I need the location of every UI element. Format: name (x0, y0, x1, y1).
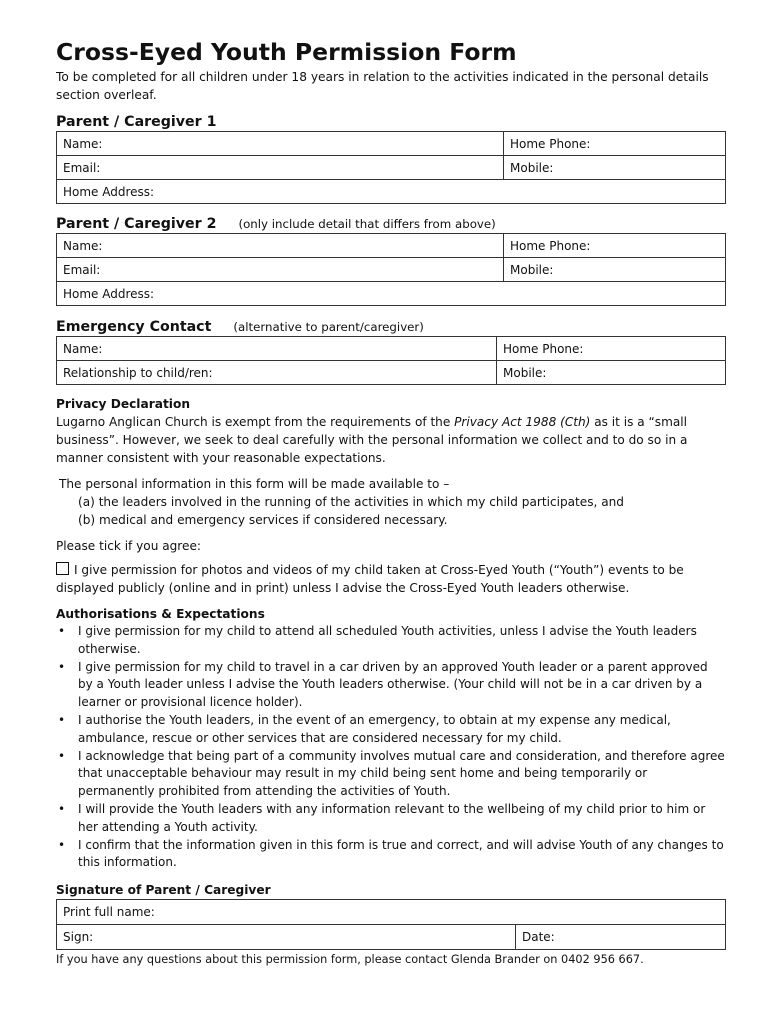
privacy-available-intro: The personal information in this form will be made available to – (59, 477, 450, 491)
bullet-icon: • (58, 659, 66, 674)
photo-consent-checkbox[interactable] (56, 562, 69, 575)
parent1-home-phone-field[interactable]: Home Phone: (504, 132, 726, 156)
emergency-mobile-field[interactable]: Mobile: (497, 361, 726, 385)
bullet-icon: • (58, 712, 66, 727)
emergency-note: (alternative to parent/caregiver) (233, 320, 424, 334)
print-name-field[interactable]: Print full name: (57, 900, 726, 925)
list-item-text: I give permission for my child to attend all scheduled Youth activities, unless I advise the Youth leaders otherwise. (78, 624, 697, 656)
parent1-table (56, 131, 726, 204)
privacy-text-after: as it is a “small business”. However, we seek to deal carefully with the personal information we collect and to do so in a manner consistent with your reasonable expectations. (56, 415, 688, 465)
privacy-item-a: (a) the leaders involved in the running of the activities in which my child participates, and (78, 495, 624, 509)
privacy-heading: Privacy Declaration (56, 397, 190, 411)
list-item (56, 712, 726, 748)
emergency-home-phone-field[interactable]: Home Phone: (497, 337, 726, 361)
footer-contact: If you have any questions about this permission form, please contact Glenda Brander on 0402 956 667. (56, 953, 644, 967)
list-item (56, 801, 726, 837)
authorisations-heading: Authorisations & Expectations (56, 607, 265, 621)
photo-consent (56, 561, 726, 597)
parent1-email-field[interactable]: Email: (57, 156, 504, 180)
list-item-text: I confirm that the information given in this form is true and correct, and will advise Youth of any changes to this information. (78, 837, 724, 870)
date-field[interactable]: Date: (516, 925, 726, 950)
list-item (56, 837, 726, 873)
parent2-mobile-field[interactable]: Mobile: (504, 258, 726, 282)
list-item-text: I give permission for my child to travel in a car driven by an approved Youth leader or a parent approved by a Youth leader unless I advise the Youth leaders otherwise. (Your child will not be in a car driven by a learner or provisional licence holder). (78, 659, 708, 710)
list-item (56, 623, 726, 659)
emergency-table (56, 336, 726, 385)
emergency-heading (56, 318, 726, 336)
tick-prompt: Please tick if you agree: (56, 539, 201, 553)
permission-form (56, 36, 726, 967)
sign-field[interactable]: Sign: (57, 925, 516, 950)
parent2-name-field[interactable]: Name: (57, 234, 504, 258)
parent2-email-field[interactable]: Email: (57, 258, 504, 282)
parent2-table (56, 233, 726, 306)
list-item (56, 659, 726, 712)
page-title: Cross-Eyed Youth Permission Form (56, 38, 517, 66)
bullet-icon: • (58, 624, 66, 638)
signature-heading: Signature of Parent / Caregiver (56, 883, 271, 898)
authorisations-list (56, 623, 726, 872)
parent2-note: (only include detail that differs from above) (238, 217, 496, 231)
photo-consent-text: I give permission for photos and videos of my child taken at Cross-Eyed Youth (“Youth”) events to be displayed publicly (online and in print) unless I advise the Cross-Eyed Youth leaders otherwise. (56, 563, 684, 595)
privacy-act-name: Privacy Act 1988 (Cth) (454, 415, 591, 429)
bullet-icon: • (58, 748, 66, 763)
parent1-name-field[interactable]: Name: (57, 132, 504, 156)
bullet-icon: • (58, 837, 66, 852)
intro-text: To be completed for all children under 18 years in relation to the activities indicated in the personal details section overleaf. (56, 70, 709, 102)
parent2-address-field[interactable]: Home Address: (57, 282, 726, 306)
emergency-name-field[interactable]: Name: (57, 337, 497, 361)
parent2-heading-text: Parent / Caregiver 2 (56, 216, 217, 232)
privacy-text (56, 413, 726, 467)
emergency-heading-text: Emergency Contact (56, 319, 212, 335)
parent1-mobile-field[interactable]: Mobile: (504, 156, 726, 180)
list-item-text: I will provide the Youth leaders with any information relevant to the wellbeing of my child prior to him or her attending a Youth activity. (78, 801, 706, 834)
bullet-icon: • (58, 801, 66, 816)
signature-table (56, 899, 726, 950)
parent2-heading (56, 215, 726, 233)
parent2-home-phone-field[interactable]: Home Phone: (504, 234, 726, 258)
privacy-text-before: Lugarno Anglican Church is exempt from the requirements of the (56, 415, 455, 429)
privacy-item-b: (b) medical and emergency services if considered necessary. (78, 513, 448, 527)
list-item-text: I acknowledge that being part of a community involves mutual care and consideration, and therefore agree that unacceptable behaviour may result in my child being sent home and being temporarily or permanently prohibited from attending the activities of Youth. (78, 748, 725, 799)
parent1-address-field[interactable]: Home Address: (57, 180, 726, 204)
parent1-heading-text: Parent / Caregiver 1 (56, 114, 217, 130)
parent1-heading (56, 113, 726, 131)
list-item-text: I authorise the Youth leaders, in the event of an emergency, to obtain at my expense any medical, ambulance, rescue or other services that are considered necessary for my child. (78, 712, 671, 745)
emergency-relationship-field[interactable]: Relationship to child/ren: (57, 361, 497, 385)
list-item (56, 748, 726, 801)
